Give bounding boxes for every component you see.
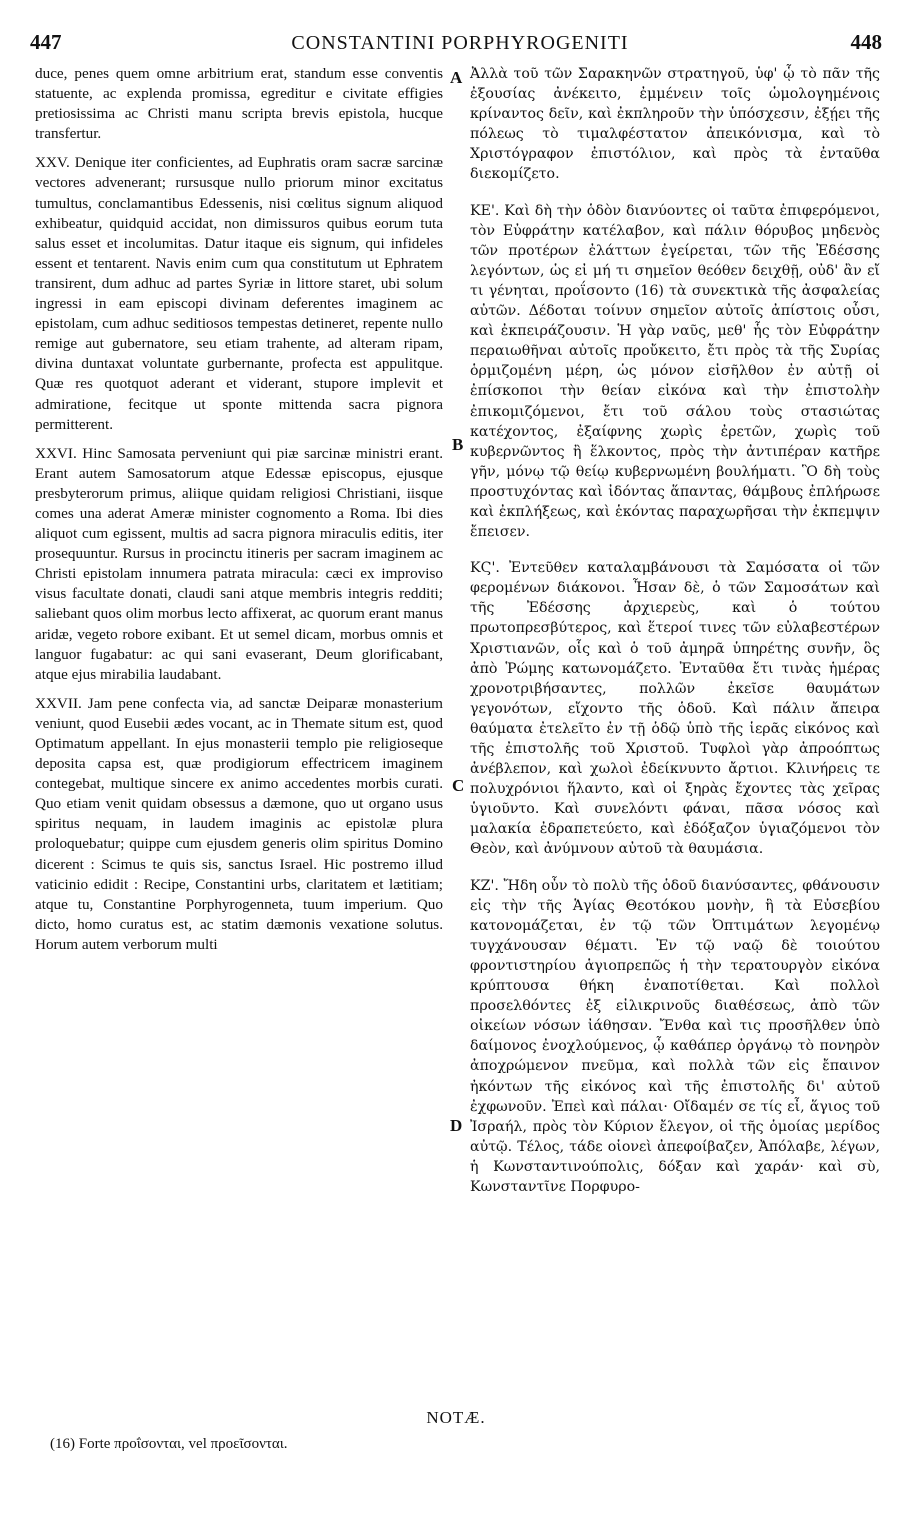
latin-paragraph-xxv: XXV. Denique iter conficientes, ad Euphratis oram sacræ sarcinæ vectores advenerant; rursusque nullo priorum minor excitatus tumultus, conclamantibus Edessenis, nisi cœlitus signum aliquod exhibeatur, quidquid accidat, non dimissuros quibus eorum tuta salus esset et incolumitas. Datur itaque eis signum, qui infideles essent et tentarent. Navis enim cum qua constitutum ut Ephratem transirent, dum adhuc ad partes Syriæ in littore staret, ubi solum ingressi in eam episcopi divinam deferentes imaginem ac epistolam, cum adhuc seditiosos tempestas detineret, repente nullo remige aut gubernatore, seu etiam trahente, ad alteram ripam, divina duntaxat voluntate gurbernante, profecta est appulitque. Quæ res quotquot aderant et viderant, stupore implevit et admiratione, fecitque ut sponte mittenda sacra pignora permitterent. bbox=[35, 154, 443, 433]
latin-paragraph-xxvi: XXVI. Hinc Samosata perveniunt qui piæ sarcinæ ministri erant. Erant autem Samosatorum atque Edessæ episcopus, ejusque presbyterorum primus, aliique quidam religiosi Christiani, iisque comes una aderat Ameræ minister cognomento a Roma. Ibi dies aliquot cum egissent, multis ad sacra pignora miraculis editis, iter prosequuntur. Rursus in procinctu itineris per sacram imaginem ac Christi epistolam innumera patrata miracula: cæci ex improviso visus facultate donati, claudi sani atque membris integris redditi; saliebant quos olim morbus lecto affixerat, ac quorum erant manus aridæ, vegeto robore exibant. Et ut semel dicam, morbus omnis et languor fugabatur: ac qui sani evaserant, Deum glorificabant, atque ejus mirabilia laudabant. bbox=[35, 444, 443, 683]
greek-column bbox=[470, 64, 880, 1213]
footnote: (16) Forte προΐσονται, vel προεῖσονται. bbox=[50, 1436, 288, 1452]
greek-paragraph-ks: ΚϚ'. Ἐντεῦθεν καταλαμβάνουσι τὰ Σαμόσατα οἱ τῶν φερομένων διάκονοι. Ἦσαν δὲ, ὁ τῶν Σαμοσάτων καὶ τῆς Ἐδέσσης ἀρχιερεὺς, καὶ ὁ τούτου πρωτοπρεσβύτερος, καὶ ἕτεροί τινες τῶν εὐλαβεστέρων Χριστιανῶν, οἷς καὶ ὁ τοῦ ἀμηρᾶ ὑπηρέτης συνῆν, ὃς ἀπὸ Ῥώμης κατωνομάζετο. Ἐνταῦθα ἔτι τινὰς ἡμέρας χρονοτριβήσαντες, πολλῶν ἐκεῖσε θαυμάτων γεγονότων, εἴχοντο τῆς ὁδοῦ. Καὶ πάλιν ἄπειρα θαύματα ἐτελεῖτο ἐν τῇ ὁδῷ ὑπὸ τῆς ἱερᾶς εἰκόνος καὶ τῆς ἐπιστολῆς τοῦ Χριστοῦ. Τυφλοὶ γὰρ ἀπροόπτως ἀνέβλεπον, καὶ χωλοὶ ἐδείκνυντο ἄρτιοι. Κλινήρεις τε πολυχρόνιοι ἥλαντο, καὶ οἱ ξηρὰς ἔχοντες τὰς χεῖρας ὑγιοῦντο. Καὶ συνελόντι φάναι, πᾶσα νόσος καὶ μαλακία ἐδραπετεύετο, καὶ ἐδόξαζον ὑγιαζόμενοι τὸν Θεὸν, καὶ ἀνύμνουν αὐτοῦ τὰ θαυμάσια. bbox=[470, 560, 880, 858]
page-number-left: 447 bbox=[30, 30, 62, 54]
greek-paragraph-kz: ΚΖ'. Ἤδη οὖν τὸ πολὺ τῆς ὁδοῦ διανύσαντες, φθάνουσιν εἰς τὴν τῆς Ἁγίας Θεοτόκου μονὴν, ἣ τὰ Εὐσεβίου κατονομάζεται, ἐν τῷ τῶν Ὀπτιμάτων λεγομένῳ τυγχάνουσαν θέματι. Ἐν τῷ ναῷ δὲ τοιούτου φροντιστηρίου ἁγιοπρεπῶς ἡ τὴν τερατουργὸν εἰκόνα κρύπτουσα θήκη ἐναποτίθεται. Καὶ πολλοὶ προσελθόντες ἐξ εἰλικρινοῦς διαθέσεως, ἀπὸ τῶν οἰκείων νόσων ἰάθησαν. Ἔνθα καὶ τις προσῆλθεν ὑπὸ δαίμονος ἐνοχλούμενος, ᾧ καθάπερ ὀργάνῳ τὸ πονηρὸν ἀποχρώμενον πνεῦμα, καὶ πολλὰ τῶν εἰς ἔπαινον ἠκόντων τῆς εἰκόνος καὶ τῆς ἐπιστολῆς δι' αὐτοῦ ἐχφωνοῦν. Ἐπεὶ καὶ πάλαι· Οἴδαμέν σε τίς εἶ, ἅγιος τοῦ Ἰσραήλ, πρὸς τὸν Κύριον ἔλεγον, οἱ τῆς ὁμοίας μερίδος αὐτῷ. Τέλος, τάδε οἱονεὶ ἀπεφοίβαζεν, Ἀπόλαβε, λέγων, ἡ Κωνσταντινούπολις, δόξαν καὶ χαράν· καὶ σὺ, Κωνσταντῖνε Πορφυρο- bbox=[470, 877, 880, 1195]
margin-letter-a: A bbox=[450, 68, 463, 87]
latin-paragraph-xxvii: XXVII. Jam pene confecta via, ad sanctæ Deiparæ monasterium veniunt, quod Eusebii ædes vocant, ac in Themate situm est, quod Optimatum appellant. In ejus monasterii templo pie religioseque deposita capsa est, quæ prodigiorum effectricem imaginem contegebat, multique sincere ex animo accedentes morbis curati. Quo etiam venit quidam obsessus a dæmone, quo ut organo usus spiritus nequam, in laudem imaginis ac epistolæ plura proloquebatur; quippe cum ejusdem generis olim spiritus Domino dicerent : Scimus te quis sis, sanctus Israel. Hic postremo illud vaticinio edidit : Recipe, Constantini urbs, claritatem et lætitiam; atque tu, Constantine Porphyrogenneta, tuum imperium. Quo dicto, homo curatus est, ac statim dæmonis vexatione solutus. Horum autem verborum multi bbox=[35, 694, 443, 953]
latin-column bbox=[35, 64, 443, 964]
margin-letter-c: C bbox=[452, 776, 465, 795]
page-number-right: 448 bbox=[850, 30, 882, 54]
running-title: CONSTANTINI PORPHYROGENITI bbox=[291, 32, 629, 54]
greek-paragraph-intro: Ἀλλὰ τοῦ τῶν Σαρακηνῶν στρατηγοῦ, ὑφ' ᾧ τὸ πᾶν τῆς ἐξουσίας ἀνέκειτο, ἐμμένειν τοῖς ὡμολογημένοις κρίναντος δεῖν, καὶ ἐκπληροῦν τὴν ὑπόσχεσιν, ἐξῄει τῆς πόλεως τὸ τιμαλφέστατον ἀπεικόνισμα, καὶ τὸ Χριστόγραφον ἐπιστόλιον, καὶ πρὸς τὰ ἐνταῦθα διεκομίζετο. bbox=[470, 66, 880, 183]
notes-heading: NOTÆ. bbox=[426, 1408, 486, 1427]
margin-letter-d: D bbox=[450, 1116, 463, 1135]
latin-paragraph-intro: duce, penes quem omne arbitrium erat, standum esse conventis statuente, ac explenda promissa, egreditur e civitate effigies pretiosissima ac Christi manu scripta brevis epistola, hucque transfertur. bbox=[35, 65, 443, 143]
page-header bbox=[30, 30, 882, 62]
greek-paragraph-ke: ΚΕ'. Καὶ δὴ τὴν ὁδὸν διανύοντες οἱ ταῦτα ἐπιφερόμενοι, τὸν Εὐφράτην κατέλαβον, καὶ πάλιν θόρυβος μηδενὸς τῶν προτέρων ἐλάττων ἐγείρεται, τῶν τῆς Ἐδέσσης λεγόντων, ὡς εἰ μή τι σημεῖον θεόθεν δειχθῇ, οὐδ' ἂν εἴ τι γένηται, προΐσοντο (16) τὰ συνεκτικὰ τῆς ἀσφαλείας αὐτῶν. Δέδοται τοίνυν σημεῖον αὐτοῖς ἀπίστοις οὖσι, καὶ ἐκπειράζουσιν. Ἡ γὰρ ναῦς, μεθ' ἧς τὸν Εὐφράτην περαιωθῆναι αὐτοῖς προὔκειτο, ἔτι πρὸς τὰ τῆς Συρίας ὁρμιζομένη μέρη, ὡς μόνον εἰσῆλθον ἐν αὐτῇ οἱ ἐπίσκοποι τὴν θείαν εἰκόνα καὶ τὴν ἐπιστολὴν ἐπικομιζόμενοι, ἔτι τοῦ σάλου τοὺς στασιώτας κατέχοντος, ἐξαίφνης χωρὶς ἐρετῶν, χωρὶς τοῦ κυβερνῶντος ἢ ἕλκοντος, πρὸς τὴν ἀντιπέραν κατῆρε γῆν, μόνῳ τῷ θείῳ κυβερνωμένη βουλήματι. Ὃ δὴ τοὺς προστυχόντας καὶ ἰδόντας ἅπαντας, θάμβους ἐπλήρωσε καὶ ἐκπλήξεως, καὶ ἑκόντας παραχωρῆσαι τὴν ἐκπεμψιν ἔπεισεν. bbox=[470, 202, 880, 541]
margin-letter-b: B bbox=[452, 435, 464, 454]
